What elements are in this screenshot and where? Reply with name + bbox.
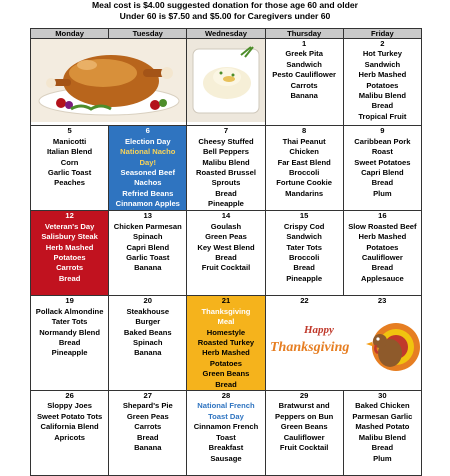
roast-turkey-image [31,39,187,126]
menu-item: Sausage [210,453,242,463]
menu-item: Pineapple [286,273,323,283]
day-number: 23 [377,296,387,306]
menu-item: Cinnamon Apples [115,199,180,209]
day-number: 15 [299,211,309,221]
day-number: 1 [302,39,307,48]
menu-item: Sweet Potato Tots [36,411,103,421]
menu-item: California Blend [40,422,99,432]
menu-item: Tater Tots [286,242,322,252]
menu-item: Potatoes [366,242,399,252]
day-number: 7 [223,126,229,136]
menu-item: Parmesan Garlic [352,411,413,421]
event-label: National Nacho [120,147,176,157]
menu-item: Mandarins [285,188,324,198]
menu-item: Bread [215,253,237,263]
menu-item: Herb Mashed [202,348,250,358]
menu-item: Herb Mashed [358,232,407,242]
menu-item: Burger [135,317,161,327]
day-number: 8 [302,126,307,136]
day-number: 12 [65,211,74,221]
event-label: Toast Day [208,411,244,421]
menu-item: Pineapple [51,348,88,358]
day-cell-13 [109,211,187,296]
menu-item: Bread [371,178,394,188]
menu-item: Banana [134,263,162,273]
menu-item: Bratwurst and [278,401,330,411]
menu-item: Bread [215,379,237,389]
day-number: 30 [378,391,387,401]
menu-item: Carrots [56,263,84,273]
menu-item: Banana [134,443,162,453]
menu-item: Applesauce [361,273,404,283]
menu-item: Peppers on Bun [275,411,334,421]
day-header-wednesday: Wednesday [187,29,265,39]
menu-item: Carrots [134,422,162,432]
menu-item: Far East Blend [277,157,331,167]
day-number: 21 [221,296,231,306]
menu-item: Cheesy Stuffed [198,136,254,146]
menu-item: Roasted Turkey [197,338,255,348]
menu-item: Italian Blend [47,147,93,157]
menu-item: Plum [373,453,392,463]
menu-item: Malibu Blend [202,157,250,167]
mashed-potatoes-illustration [187,39,265,122]
menu-item: Bell Peppers [202,147,249,157]
menu-item: Fortune Cookie [276,178,332,188]
menu-item: Herb Mashed [45,242,94,252]
day-header-friday: Friday [343,29,421,39]
menu-item: Toast [216,432,236,442]
menu-item: Baked Chicken [355,401,410,411]
menu-item: Tropical Fruit [358,111,407,121]
menu-item: Garlic Toast [126,253,170,263]
menu-item: Pollack Almondine [35,306,104,316]
menu-item: Pineapple [208,199,244,209]
menu-item: Green Beans [280,422,328,432]
menu-item: Capri Blend [126,242,170,252]
meal-cost-header [0,0,450,21]
menu-item: Bread [215,188,237,198]
event-label: Thanksgiving [201,306,251,316]
menu-item: Chicken [289,147,319,157]
menu-item: Cinnamon French [193,422,259,432]
menu-item: Broccoli [288,253,320,263]
menu-item: Steakhouse [126,306,170,316]
event-label: Day! [139,157,157,167]
menu-item: Baked Beans [123,327,172,337]
menu-item: Apricots [54,432,85,442]
day-number: 6 [145,126,150,136]
day-header-thursday: Thursday [265,29,343,39]
menu-item: Salisbury Steak [41,232,98,242]
menu-item: Bread [371,263,394,273]
day-number: 14 [221,211,231,221]
menu-item: Green Beans [202,369,250,379]
meal-cost-line-2: Under 60 is $7.50 and $5.00 for Caregivers under 60 [119,10,331,21]
menu-item: Corn [60,157,79,167]
menu-item: Fruit Cocktail [201,263,251,273]
menu-item: Normandy Blend [39,327,100,337]
day-number: 29 [299,391,309,401]
menu-item: Carrots [290,80,318,90]
menu-item: Nachos [134,178,162,188]
day-header-monday: Monday [31,29,109,39]
thanksgiving-turkey-illustration [266,307,422,379]
menu-item: Homestyle [206,327,246,337]
day-number: 16 [378,211,387,221]
day-cell-19 [31,296,109,391]
menu-item: Refried Beans [122,188,174,198]
menu-item: Fruit Cocktail [279,443,329,453]
day-number: 27 [143,391,152,401]
day-number: 13 [143,211,152,221]
menu-item: Herb Mashed [358,70,407,80]
week-row-4 [31,296,422,391]
day-cell-29 [265,391,343,476]
menu-item: Sandwich [364,59,401,69]
menu-item: Peaches [54,178,85,188]
day-header-tuesday: Tuesday [109,29,187,39]
menu-item: Malibu Blend [358,432,406,442]
roast-turkey-illustration [31,39,187,122]
day-cell-1 [265,39,343,126]
menu-item: Malibu Blend [358,91,406,101]
menu-item: Potatoes [209,358,242,368]
menu-item: Thai Peanut [282,136,326,146]
menu-item: Spinach [133,232,163,242]
menu-item: Bread [137,432,159,442]
day-cell-27 [109,391,187,476]
thanksgiving-text: Thanksgiving [269,339,349,355]
day-cell-16 [343,211,421,296]
menu-item: Manicotti [52,136,87,146]
week-row-1 [31,39,422,126]
day-header-row [31,29,422,39]
menu-item: Cauliflower [361,253,403,263]
menu-item: Sprouts [211,178,241,188]
day-cell-20 [109,296,187,391]
menu-item: Key West Blend [197,242,255,252]
day-number: 19 [65,296,74,306]
menu-item: Sweet Potatoes [354,157,411,167]
menu-item: Tater Tots [51,317,88,327]
menu-item: Caribbean Pork [354,136,411,146]
event-label: Veteran's Day [44,221,95,231]
menu-item: Roasted Brussel [196,168,256,178]
menu-item: Bread [58,273,81,283]
event-label: National French [197,401,255,411]
day-cell-9 [343,126,421,211]
day-cell-14 [187,211,265,296]
menu-item: Sandwich [286,59,322,69]
day-cell-28-french-toast-day [187,391,265,476]
menu-calendar [30,28,422,476]
menu-item: Banana [134,348,162,358]
day-cell-5 [31,126,109,211]
happy-text: Happy [303,323,334,336]
menu-item: Banana [290,91,318,101]
meal-cost-line-1: Meal cost is $4.00 suggested donation for those age 60 and older [92,0,358,10]
menu-item: Bread [293,263,315,273]
menu-item: Shepard's Pie [122,401,173,411]
day-cell-6-election-day [109,126,187,211]
day-number: 2 [380,39,385,48]
menu-item: Garlic Toast [47,168,92,178]
menu-item: Slow Roasted Beef [348,221,417,231]
menu-item: Breakfast [208,443,244,453]
menu-item: Capri Blend [361,168,404,178]
menu-item: Roast [371,147,393,157]
event-label: Meal [217,317,235,327]
menu-item: Spinach [133,338,163,348]
menu-item: Bread [371,101,394,111]
menu-item: Green Peas [205,232,247,242]
menu-item: Goulash [210,221,242,231]
event-label: Election Day [124,136,171,146]
menu-item: Potatoes [366,80,399,90]
menu-item: Mashed Potato [355,422,410,432]
day-cell-7 [187,126,265,211]
menu-item: Broccoli [288,168,320,178]
menu-item: Green Peas [126,411,169,421]
menu-item: Bread [58,338,81,348]
menu-item: Chicken Parmesan [113,221,182,231]
day-number: 20 [143,296,152,306]
day-cell-12-veterans-day [31,211,109,296]
mashed-potatoes-image [187,39,265,126]
day-cell-8 [265,126,343,211]
menu-item: Seasoned Beef [120,168,175,178]
menu-item: Plum [373,188,392,198]
day-cell-21-thanksgiving-meal [187,296,265,391]
menu-item: Sandwich [286,232,322,242]
day-number: 26 [65,391,74,401]
menu-item: Bread [371,443,394,453]
day-number: 9 [380,126,385,136]
day-number: 22 [300,296,309,306]
menu-item: Sloppy Joes [47,401,92,411]
day-number: 28 [221,391,231,401]
menu-item: Pesto Cauliflower [272,70,337,80]
week-row-3 [31,211,422,296]
menu-item: Crispy Cod [283,221,325,231]
day-number: 5 [67,126,72,136]
happy-thanksgiving-card [265,296,421,391]
week-row-5 [31,391,422,476]
day-cell-26 [31,391,109,476]
week-row-2 [31,126,422,211]
menu-item: Greek Pita [285,49,323,59]
day-cell-15 [265,211,343,296]
menu-item: Potatoes [53,253,86,263]
day-cell-30 [343,391,421,476]
menu-item: Hot Turkey [362,49,402,59]
menu-item: Cauliflower [283,432,325,442]
day-cell-2 [343,39,421,126]
